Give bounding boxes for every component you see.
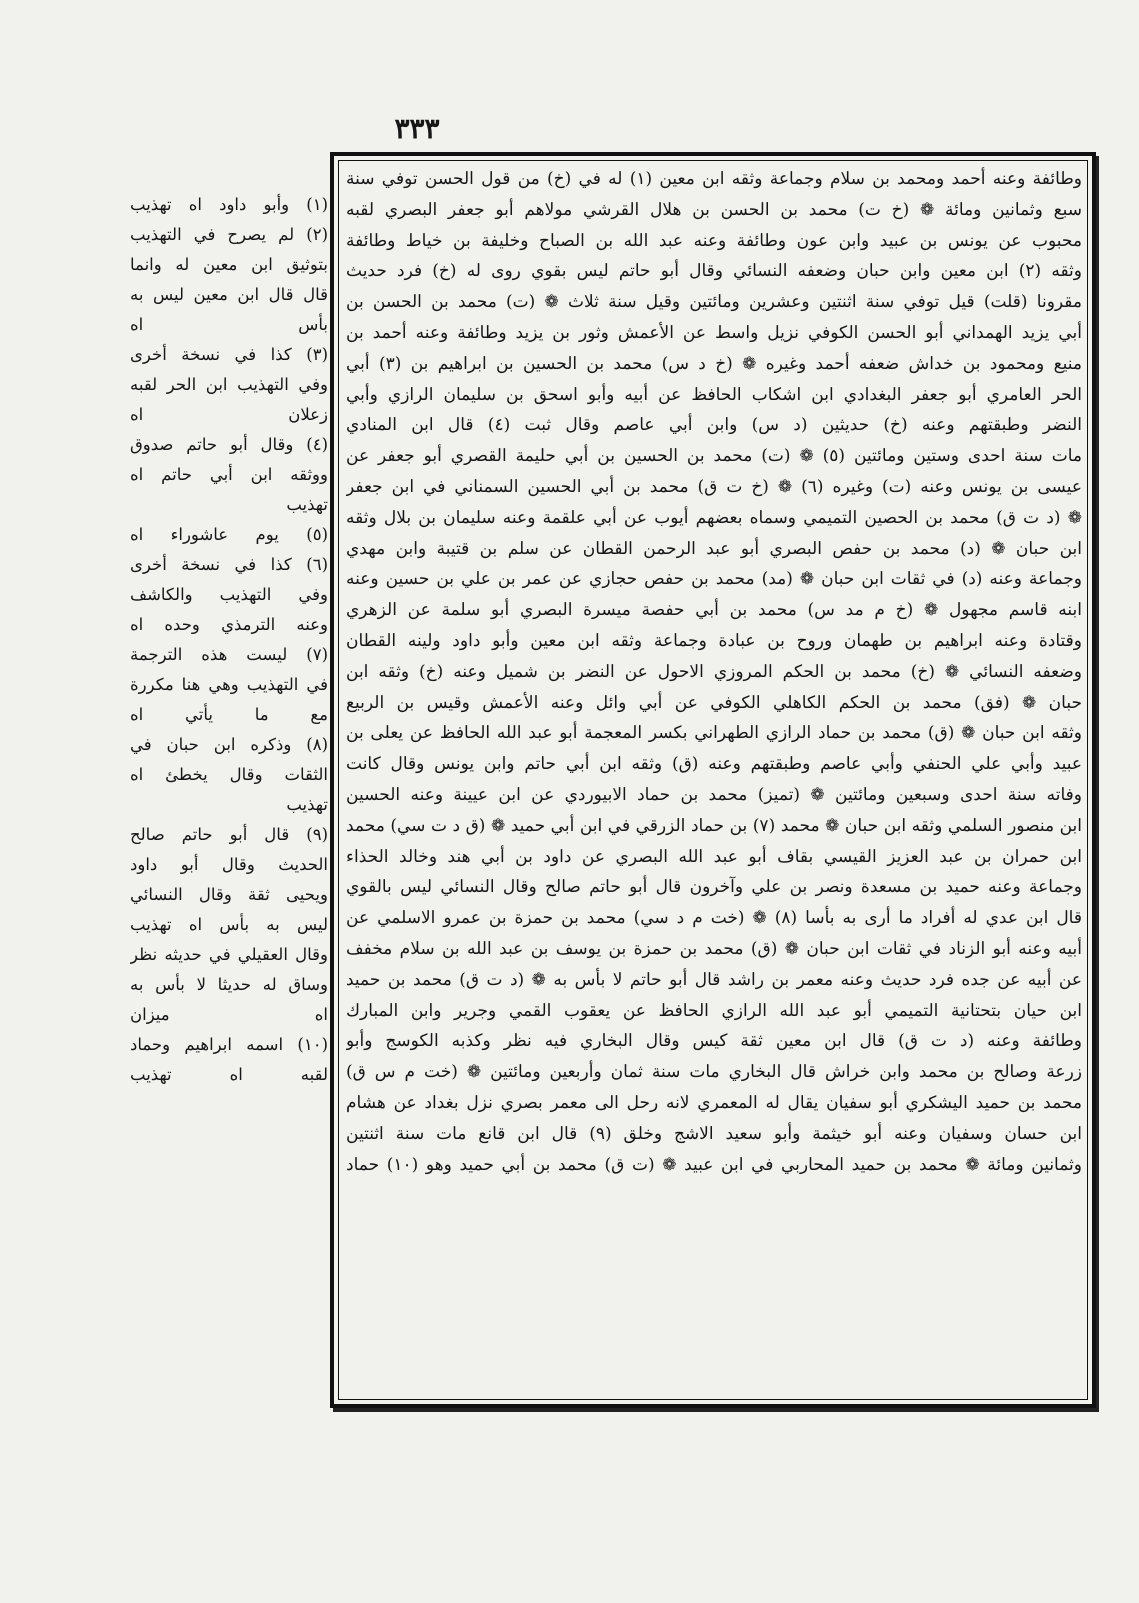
footnote-line: ويحيى ثقة وقال النسائي	[130, 885, 328, 904]
footnote-line: (١) وأبو داود اه تهذيب	[130, 195, 328, 214]
text-line: وطائفة وعنه أحمد ومحمد بن سلام وجماعة وثقه ابن معين (١) له في (خ) من قول الحسن توفي سنة	[346, 169, 1082, 189]
text-line: وضعفه النسائي ❁ (خ) محمد بن الحكم المروزي الاحول عن النضر بن شميل وعنه (خ) وثقه ابن	[346, 661, 1082, 682]
text-line: عبيد وأبي علي الحنفي وأبي عاصم وطبقتهم وعنه (ق) وثقه ابن أبي حاتم وابن يونس وقال كانت	[346, 754, 1082, 775]
text-line: محمد بن حميد اليشكري أبو سفيان يقال له المعمري لانه رحل الى معمر بصري نزل بغداد عن هشام	[346, 1092, 1082, 1113]
text-line: ابن حيان بتحتانية التميمي أبو عبد الله الرازي الحافظ عن يعقوب القمي وجرير وابن المبارك	[346, 1000, 1082, 1021]
text-line: مقرونا (قلت) قيل توفي سنة اثنتين وعشرين ومائتين وقيل سنة ثلاث ❁ (ت) محمد بن الحسن بن	[346, 292, 1082, 313]
text-line: عن أبيه عن جده فرد حديث وعنه معمر بن راشد قال أبو حاتم لا بأس به ❁ (د ت ق) محمد بن حميد	[346, 969, 1082, 990]
footnote-line: وقال العقيلي في حديثه نظر	[130, 945, 328, 964]
text-line: ❁ (د ت ق) محمد بن الحصين التميمي وسماه بعضهم أيوب عن أبي علقمة وعنه سليمان بن بلال وثقه	[346, 507, 1082, 528]
footnote-line: تهذيب	[286, 495, 328, 514]
footnote-line: وعنه الترمذي وحده اه	[130, 615, 328, 634]
text-line: وثقه (٢) ابن معين وابن حبان وضعفه النسائي وقال أبو حاتم ليس بقوي روى له (خ) فرد حديث	[346, 261, 1082, 282]
text-line: وثقه ابن حبان ❁ (ق) محمد بن حماد الرازي الطهراني بكسر المعجمة أبو عبد الله الحافظ عن يعلى بن	[346, 723, 1082, 744]
footnote-line: وساق له حديثا لا بأس به	[130, 975, 328, 994]
footnote-line: (٢) لم يصرح في التهذيب	[130, 225, 328, 244]
text-line: وجماعة وعنه (د) في ثقات ابن حبان ❁ (مد) محمد بن حفص حجازي عن عمر بن علي بن حسين وعنه	[346, 569, 1082, 590]
footnote-line: (٧) ليست هذه الترجمة	[130, 645, 328, 664]
footnote-line: ليس به بأس اه تهذيب	[130, 915, 328, 934]
footnote-line: (٩) قال أبو حاتم صالح	[130, 825, 328, 844]
text-line: الحر العامري أبو جعفر البغدادي ابن اشكاب الحافظ عن أبيه وأبو اسحق بن سليمان الرازي وأبي	[346, 384, 1082, 405]
footnote-line: بتوثيق ابن معين له وانما	[130, 255, 328, 274]
footnote-line: (١٠) اسمه ابراهيم وحماد	[130, 1035, 328, 1054]
footnote-line: لقبه اه تهذيب	[130, 1065, 328, 1084]
footnote-line: (٣) كذا في نسخة أخرى	[130, 345, 328, 364]
margin-notes	[130, 190, 328, 1310]
text-line: مات سنة احدى وستين ومائتين (٥) ❁ (ت) محمد بن الحسين بن أبي حليمة القصري أبو جعفر عن	[346, 446, 1082, 467]
text-line: وجماعة وعنه حميد بن مسعدة ونصر بن علي وآخرون قال أبو حاتم صالح وقال النسائي ليس بالقوي	[346, 877, 1082, 898]
text-line: وثمانين ومائة ❁ محمد بن حميد المحاربي في ابن عبيد ❁ (ت ق) محمد بن أبي حميد وهو (١٠) حماد	[346, 1154, 1082, 1175]
footnote-line: وفي التهذيب والكاشف	[130, 585, 328, 604]
footnote-line: زعلان اه	[130, 405, 328, 424]
text-line: قال ابن عدي له أفراد ما أرى به بأسا (٨) ❁ (خت م د سي) محمد بن حمزة بن عمرو الاسلمي عن	[346, 908, 1082, 929]
text-line: وقتادة وعنه ابراهيم بن طهمان وروح بن عبادة وجماعة وثقه ابن معين وأبو داود ولينه القطان	[346, 630, 1082, 651]
text-line: ابن حمران بن عبد العزيز القيسي بقاف أبو عبد الله البصري عن داود بن أبي هند وخالد الحذاء	[346, 846, 1082, 867]
footnote-line: (٦) كذا في نسخة أخرى	[130, 555, 328, 574]
footnote-line: ووثقه ابن أبي حاتم اه	[130, 465, 328, 484]
footnote-line: (٤) وقال أبو حاتم صدوق	[130, 435, 328, 454]
text-line: أبيه وعنه أبو الزناد في ثقات ابن حبان ❁ (ق) محمد بن حمزة بن يوسف بن عبد الله بن سلام مخفف	[346, 938, 1082, 959]
page-number: ٣٣٣	[394, 112, 440, 145]
footnote-line: (٥) يوم عاشوراء اه	[130, 525, 328, 544]
text-line: النضر وطبقتهم وعنه (خ) حديثين (د س) وابن أبي عاصم وقال ثبت (٤) قال ابن المنادي	[346, 415, 1082, 436]
text-line: زرعة وصالح بن محمد وابن خراش قال البخاري مات سنة ثمان وأربعين ومائتين ❁ (خت م س ق)	[346, 1062, 1082, 1083]
text-line: منيع ومحمود بن خداش ضعفه أحمد وغيره ❁ (خ د س) محمد بن الحسين بن ابراهيم بن (٣) أبي	[346, 353, 1082, 374]
text-line: عيسى بن يونس وعنه (ت) وغيره (٦) ❁ (خ ت ق) محمد بن أبي الحسين السمناني في ابن جعفر	[346, 476, 1082, 497]
text-line: ابن حسان وسفيان وعنه أبو خيثمة وأبو سعيد الاشج وخلق (٩) قال ابن قانع مات سنة اثنتين	[346, 1123, 1082, 1144]
footnote-line: الثقات وقال يخطئ اه	[130, 765, 328, 784]
footnote-line: بأس اه	[130, 315, 328, 334]
footnote-line: مع ما يأتي اه	[130, 705, 328, 724]
footnote-line: الحديث وقال أبو داود	[130, 855, 328, 874]
text-line: وفاته سنة احدى وسبعين ومائتين ❁ (تميز) محمد بن حماد الابيوردي عن ابن عيينة وعنه الحسين	[346, 784, 1082, 805]
text-line: أبي يزيد الهمداني أبو الحسن الكوفي نزيل واسط عن الأعمش وثور بن يزيد وطائفة وعنه أحمد بن	[346, 322, 1082, 343]
footnote-line: قال قال ابن معين ليس به	[130, 285, 328, 304]
footnote-line: (٨) وذكره ابن حبان في	[130, 735, 328, 754]
text-line: وطائفة وعنه (د ت ق) قال ابن معين ثقة كيس وقال البخاري فيه نظر وكذبه الكوسج وأبو	[346, 1031, 1082, 1052]
text-line: ابن منصور السلمي وثقه ابن حبان ❁ محمد (٧) بن حماد الزرقي في ابن أبي حميد ❁ (ق د ت سي) محمد	[346, 815, 1082, 836]
text-line: ابن حبان ❁ (د) محمد بن حفص البصري أبو عبد الرحمن القطان عن سلم بن قتيبة وابن مهدي	[346, 538, 1082, 559]
main-text-block	[346, 164, 1082, 1396]
footnote-line: في التهذيب وهي هنا مكررة	[130, 675, 328, 694]
text-line: حبان ❁ (فق) محمد بن الحكم الكاهلي الكوفي عن أبي وائل وعنه الأعمش وقيس بن الربيع	[346, 692, 1082, 713]
footnote-line: تهذيب	[286, 795, 328, 814]
text-line: محبوب عن يونس بن عبيد وابن عون وطائفة وعنه عبد الله بن الصباح وخليفة بن خياط وطائفة	[346, 230, 1082, 251]
text-line: ابنه قاسم مجهول ❁ (خ م مد س) محمد بن أبي حفصة ميسرة البصري أبو سلمة عن الزهري	[346, 600, 1082, 621]
footnote-line: اه ميزان	[130, 1005, 328, 1024]
text-line: سبع وثمانين ومائة ❁ (خ ت) محمد بن الحسن بن هلال القرشي مولاهم أبو جعفر البصري لقبه	[346, 199, 1082, 220]
footnote-line: وفي التهذيب ابن الحر لقبه	[130, 375, 328, 394]
